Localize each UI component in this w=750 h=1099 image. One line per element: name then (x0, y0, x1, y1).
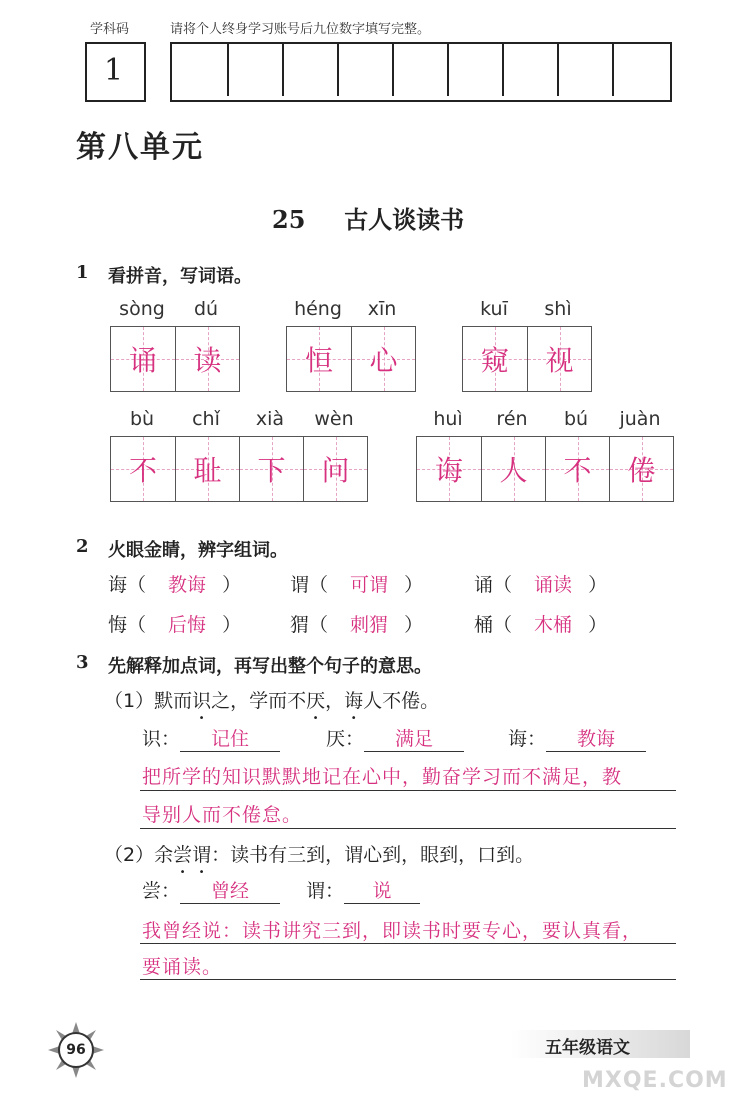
word-item: 桶（ 木桶 ） (474, 610, 607, 637)
sentence-text: ：读书有三到，谓心到，眼到，口到。 (211, 844, 535, 866)
account-digit-box[interactable] (502, 44, 557, 96)
answer-char: 诲 (434, 454, 463, 487)
account-instruction: 请将个人终身学习账号后九位数字填写完整。 (170, 22, 431, 37)
answer-word[interactable]: 诵读 (534, 574, 573, 596)
account-digit-box[interactable] (392, 44, 447, 96)
sentence-text: （2）余 (104, 844, 174, 866)
answer-word[interactable]: 教诲 (168, 574, 207, 596)
term-answer[interactable]: 满足 (364, 724, 464, 752)
term-label: 诲： (508, 728, 547, 750)
writing-cell[interactable] (417, 437, 481, 501)
sentence-text: 之，学而不 (211, 690, 307, 712)
meaning-answer[interactable]: 导别人而不倦怠。 (142, 804, 303, 826)
page-number: 96 (66, 1042, 86, 1058)
writing-cell[interactable] (303, 437, 367, 501)
term-explanation (142, 724, 280, 752)
pinyin: xià (255, 408, 285, 430)
answer-char: 读 (193, 344, 222, 377)
answer-word[interactable]: 刺猬 (350, 614, 389, 636)
dotted-char: 尝 (173, 844, 193, 866)
answer-char: 下 (257, 454, 286, 487)
writing-cell[interactable] (609, 437, 673, 501)
dotted-char: 识 (192, 690, 212, 712)
classical-sentence (104, 840, 534, 867)
question-prompt: 看拼音，写词语。 (108, 266, 252, 287)
account-digit-box[interactable] (282, 44, 337, 96)
question-prompt: 先解释加点词，再写出整个句子的意思。 (108, 656, 432, 677)
pinyin: kuī (480, 298, 508, 320)
pinyin: juàn (619, 408, 661, 430)
subject-code-label: 学科码 (90, 22, 130, 37)
pinyin: wèn (314, 408, 354, 430)
answer-word[interactable]: 木桶 (534, 614, 573, 636)
term-explanation (326, 724, 464, 752)
given-char: 诵 (474, 574, 494, 596)
sentence-text: 人不倦。 (363, 690, 440, 712)
pinyin: xīn (367, 298, 397, 320)
pinyin: dú (193, 298, 219, 320)
term-label: 谓： (306, 880, 345, 902)
question-prompt: 火眼金睛，辨字组词。 (108, 540, 288, 561)
pinyin: héng (294, 298, 342, 320)
answer-word[interactable]: 后悔 (168, 614, 207, 636)
given-char: 悔 (108, 614, 128, 636)
question-number: 3 (76, 652, 89, 673)
term-label: 识： (142, 728, 181, 750)
lesson-title (272, 200, 464, 235)
word-item: 猬（ 刺猬 ） (290, 610, 423, 637)
pinyin: chǐ (192, 408, 220, 430)
question-number: 2 (76, 536, 89, 557)
given-char: 桶 (474, 614, 494, 636)
sentence-text: （1）默而 (104, 690, 193, 712)
book-label: 五年级语文 (545, 1038, 630, 1058)
watermark: MXQE.COM (582, 1068, 728, 1093)
account-digit-box[interactable] (227, 44, 282, 96)
term-explanation (306, 876, 420, 904)
answer-char: 耻 (193, 454, 222, 487)
writing-grid (110, 326, 240, 392)
answer-line (140, 943, 676, 944)
lesson-number: 25 (272, 205, 306, 234)
writing-cell[interactable] (527, 327, 591, 391)
subject-code-box[interactable] (85, 42, 146, 102)
pinyin-row (286, 298, 414, 320)
answer-char: 心 (369, 344, 398, 377)
answer-line (140, 979, 676, 980)
account-digit-box[interactable] (612, 44, 666, 96)
dotted-char: 诲 (344, 690, 364, 712)
pinyin-row (110, 298, 238, 320)
term-explanation (142, 876, 280, 904)
word-item: 谓（ 可谓 ） (290, 570, 423, 597)
word-item: 诲（ 教诲 ） (108, 570, 241, 597)
pinyin: bú (563, 408, 589, 430)
writing-grid (286, 326, 416, 392)
word-item: 诵（ 诵读 ） (474, 570, 607, 597)
writing-cell[interactable] (545, 437, 609, 501)
meaning-answer[interactable]: 我曾经说：读书讲究三到，即读书时要专心，要认真看， (142, 920, 643, 942)
word-item: 悔（ 后悔 ） (108, 610, 241, 637)
writing-cell[interactable] (481, 437, 545, 501)
writing-grid (462, 326, 592, 392)
pinyin-row (110, 408, 366, 430)
term-answer[interactable]: 说 (344, 876, 420, 904)
sentence-text: ， (325, 690, 345, 712)
answer-char: 窥 (480, 344, 509, 377)
meaning-answer[interactable]: 把所学的知识默默地记在心中，勤奋学习而不满足，教 (142, 766, 623, 788)
term-label: 厌： (326, 728, 365, 750)
answer-line (140, 790, 676, 791)
account-digit-box[interactable] (337, 44, 392, 96)
account-number-boxes[interactable] (170, 42, 672, 102)
answer-char: 人 (499, 454, 528, 487)
pinyin-row (462, 298, 590, 320)
given-char: 谓 (290, 574, 310, 596)
pinyin: huì (433, 408, 463, 430)
answer-char: 倦 (627, 454, 656, 487)
writing-cell[interactable] (463, 327, 527, 391)
dotted-char: 谓 (192, 844, 212, 866)
subject-code-value: 1 (103, 52, 124, 88)
pinyin: sòng (119, 298, 165, 320)
writing-grid (416, 436, 674, 502)
account-digit-box[interactable] (447, 44, 502, 96)
answer-char: 恒 (304, 344, 333, 377)
given-char: 猬 (290, 614, 310, 636)
writing-grid (110, 436, 368, 502)
term-label: 尝： (142, 880, 181, 902)
answer-char: 不 (563, 454, 592, 487)
pinyin: bù (129, 408, 155, 430)
question-number: 1 (76, 262, 89, 283)
answer-char: 视 (545, 344, 574, 377)
writing-cell[interactable] (111, 437, 175, 501)
pinyin-row (416, 408, 672, 430)
classical-sentence (104, 686, 439, 713)
meaning-answer[interactable]: 要诵读。 (142, 956, 223, 978)
writing-cell[interactable] (175, 437, 239, 501)
answer-line (140, 828, 676, 829)
writing-cell[interactable] (239, 437, 303, 501)
term-answer[interactable]: 教诲 (546, 724, 646, 752)
writing-cell[interactable] (111, 327, 175, 391)
unit-title: 第八单元 (76, 130, 204, 165)
term-answer[interactable]: 曾经 (180, 876, 280, 904)
dotted-char: 厌 (306, 690, 326, 712)
pinyin: shì (544, 298, 572, 320)
account-digit-box[interactable] (557, 44, 612, 96)
page-badge (46, 1020, 106, 1080)
writing-cell[interactable] (287, 327, 351, 391)
given-char: 诲 (108, 574, 128, 596)
pinyin: rén (496, 408, 528, 430)
answer-char: 不 (128, 454, 157, 487)
answer-char: 问 (321, 454, 350, 487)
account-digit-box[interactable] (172, 44, 227, 96)
term-explanation (508, 724, 646, 752)
lesson-name: 古人谈读书 (344, 206, 465, 234)
writing-cell[interactable] (175, 327, 239, 391)
term-answer[interactable]: 记住 (180, 724, 280, 752)
writing-cell[interactable] (351, 327, 415, 391)
answer-word[interactable]: 可谓 (350, 574, 389, 596)
answer-char: 诵 (128, 344, 157, 377)
